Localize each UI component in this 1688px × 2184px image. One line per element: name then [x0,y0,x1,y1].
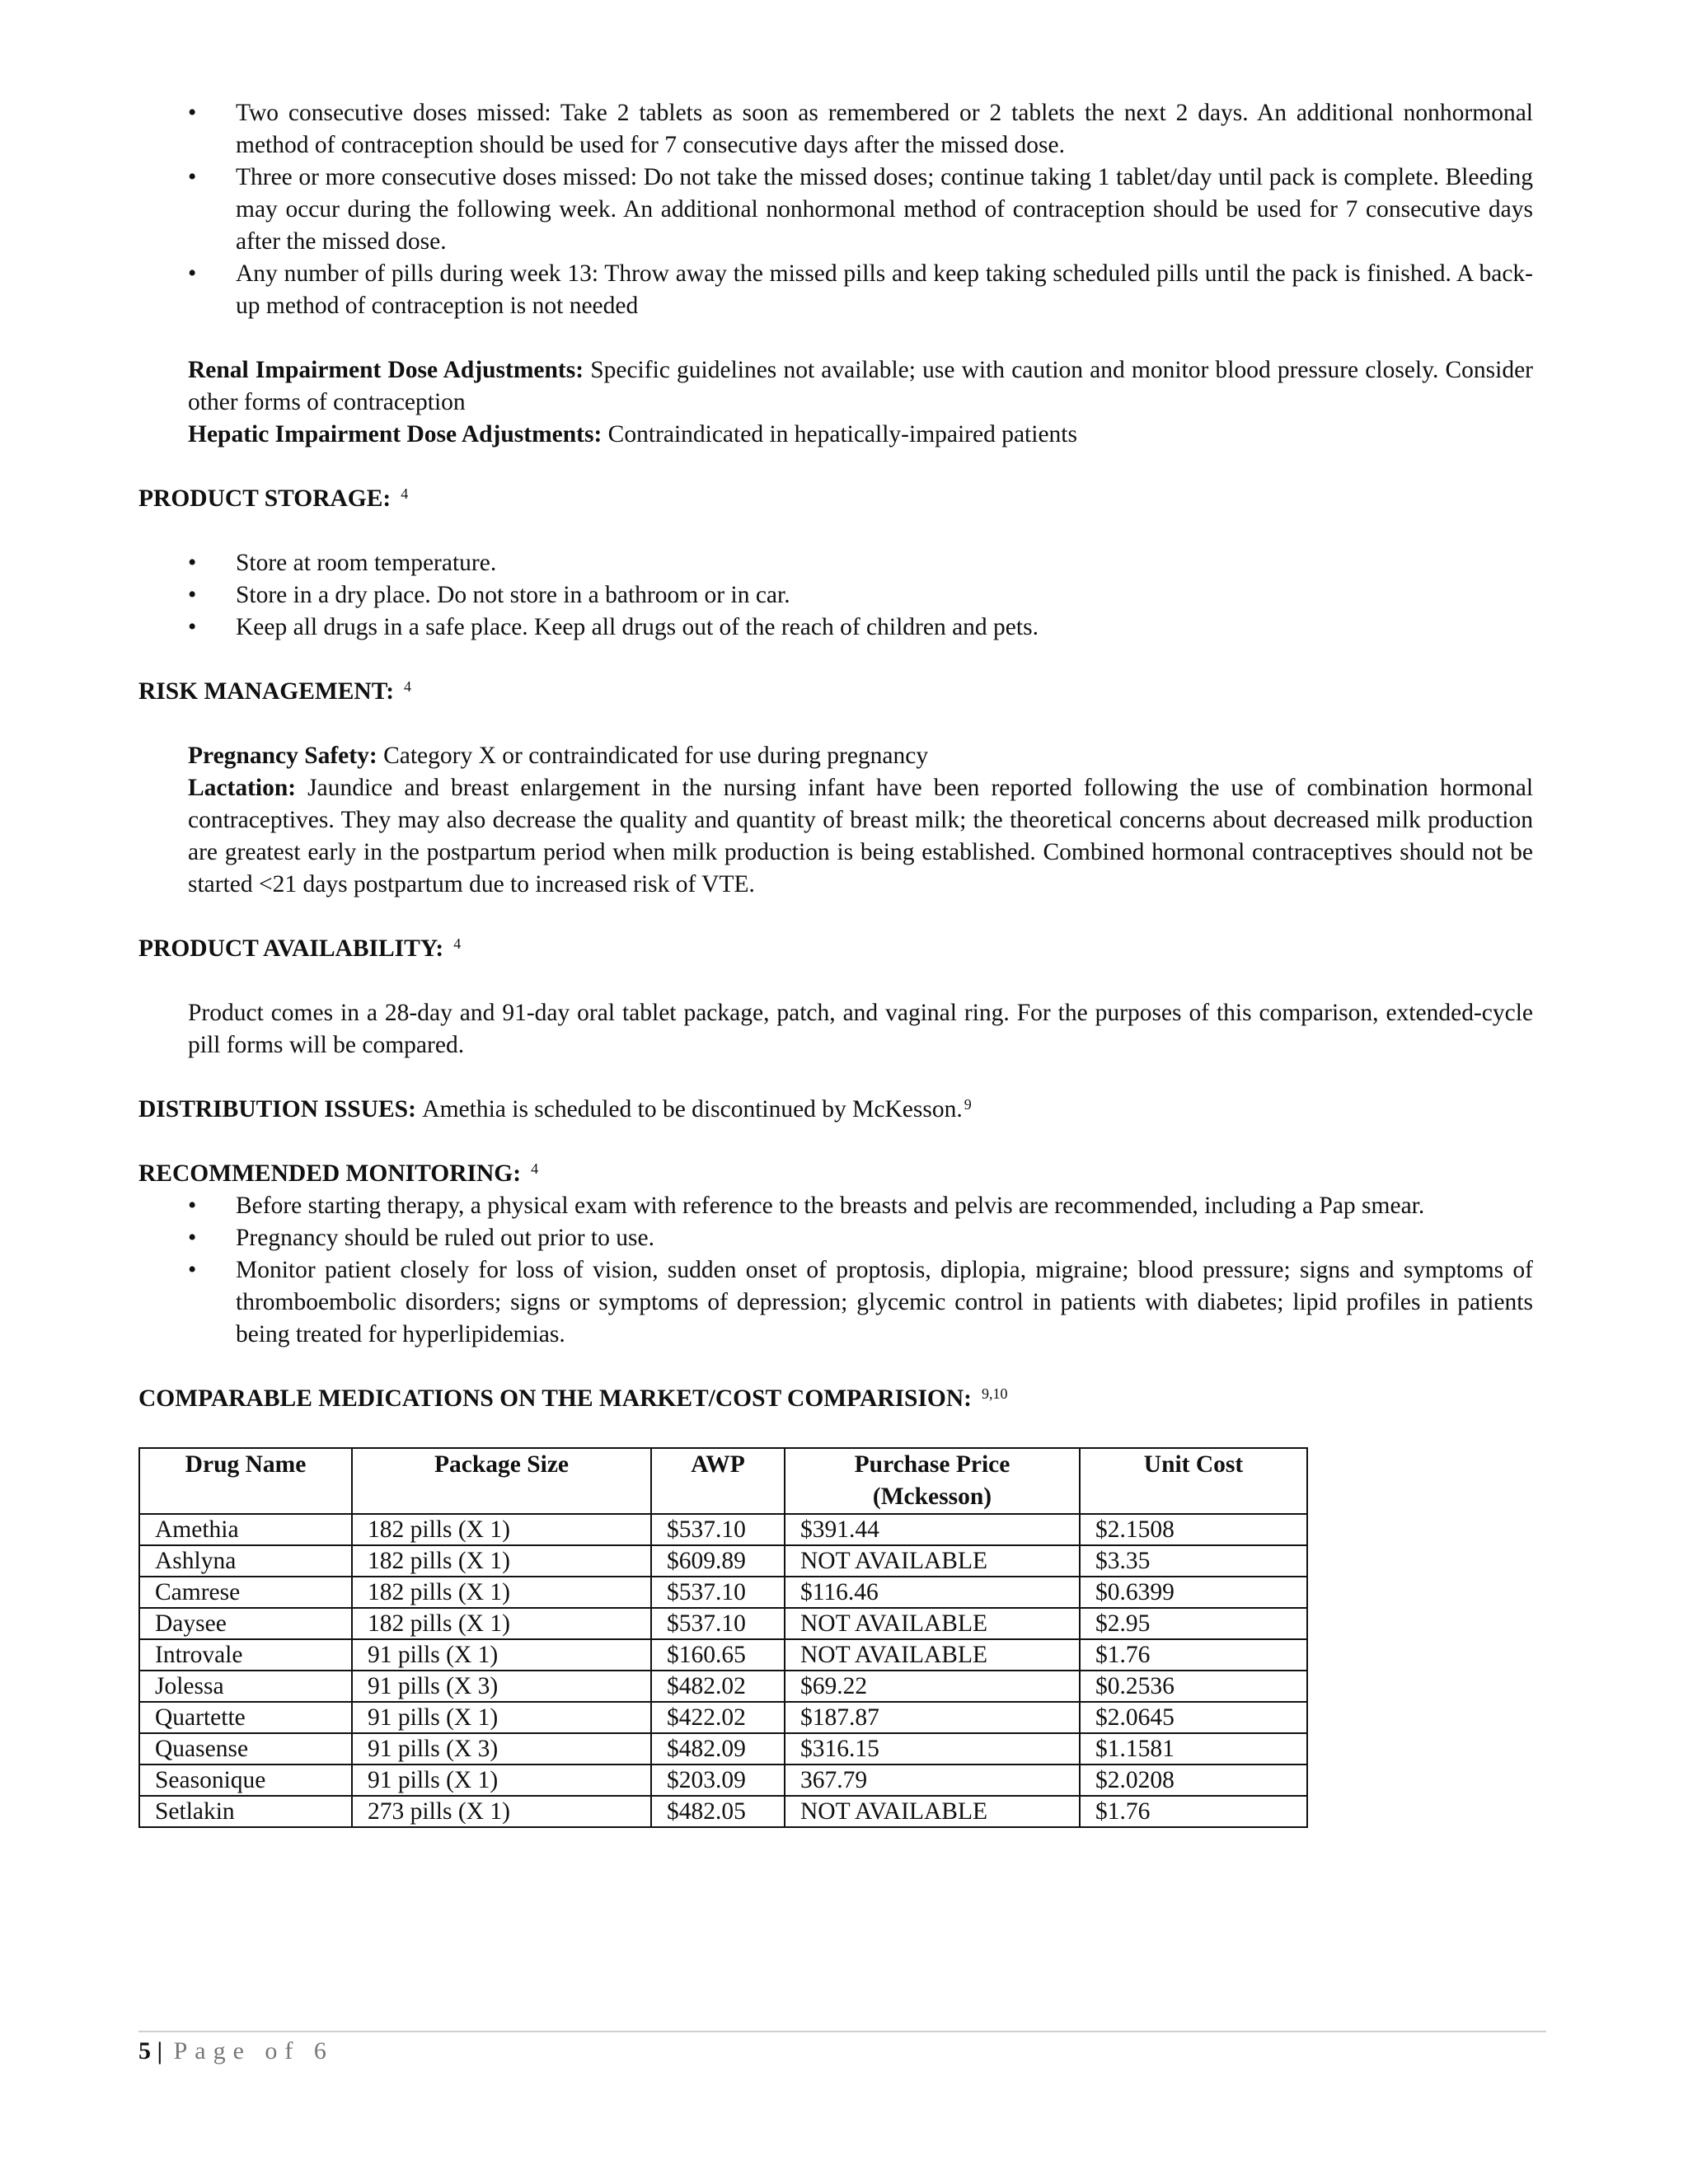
table-cell: $116.46 [785,1577,1080,1608]
pregnancy-label: Pregnancy Safety: [188,743,377,769]
table-cell: Ashlyna [139,1545,352,1577]
table-cell: $203.09 [651,1765,785,1796]
table-row [139,1796,1307,1827]
page-content [138,97,1533,1828]
list-item: • Monitor patient closely for loss of vision, sudden onset of proptosis, diplopia, migraine; blood pressure; signs and symptoms of thromboembolic disorders; signs or symptoms of depression; glycemic control in patients with diabetes; lipid profiles in patients being treated for hyperlipidemias. [236,1254,1533,1351]
table-cell: 91 pills (X 1) [352,1702,651,1733]
table-cell: $2.0208 [1080,1765,1307,1796]
risk-heading: RISK MANAGEMENT: $^4$ [138,678,412,705]
table-cell: $1.76 [1080,1796,1307,1827]
table-cell: NOT AVAILABLE [785,1639,1080,1671]
table-cell: $316.15 [785,1733,1080,1765]
table-cell: $537.10 [651,1577,785,1608]
table-row [139,1577,1307,1608]
table-cell: $422.02 [651,1702,785,1733]
table-row [139,1608,1307,1639]
table-cell: 182 pills (X 1) [352,1514,651,1545]
pregnancy-text: Category X or contraindicated for use during pregnancy [383,743,929,769]
distribution-text: Amethia is scheduled to be discontinued by McKesson. [422,1096,963,1122]
table-cell: $2.95 [1080,1608,1307,1639]
table-cell: Introvale [139,1639,352,1671]
table-cell: Quartette [139,1702,352,1733]
table-cell: $537.10 [651,1608,785,1639]
renal-label: Renal Impairment Dose Adjustments: [188,357,584,383]
lactation-label: Lactation: [188,775,297,801]
table-cell: $482.09 [651,1733,785,1765]
table-cell: $3.35 [1080,1545,1307,1577]
table-cell: $1.1581 [1080,1733,1307,1765]
lactation-paragraph [138,772,1533,901]
table-cell: $2.0645 [1080,1702,1307,1733]
page-separator: | [157,2037,163,2064]
table-body [139,1514,1307,1827]
table-row [139,1639,1307,1671]
table-cell: 91 pills (X 1) [352,1639,651,1671]
availability-ref: 4 [453,935,462,952]
table-cell: 273 pills (X 1) [352,1796,651,1827]
monitoring-list [138,1190,1533,1351]
hepatic-text: Contraindicated in hepatically-impaired patients [607,421,1077,448]
list-item: • Store at room temperature. [236,547,1533,579]
list-item: • Store in a dry place. Do not store in a bathroom or in car. [236,579,1533,612]
distribution-paragraph [138,1094,1533,1126]
table-cell: NOT AVAILABLE [785,1545,1080,1577]
list-item: • Three or more consecutive doses missed: Do not take the missed doses; continue taking 1 tablet/day until pack is complete. Bleeding may occur during the following week. An additional nonhormonal method of contraception should be used for 7 consecutive days after the missed dose. [236,162,1533,258]
comparable-heading: COMPARABLE MEDICATIONS ON THE MARKET/COST COMPARISION: $^{9,10}$ [138,1385,1008,1412]
table-row [139,1545,1307,1577]
table-cell: 367.79 [785,1765,1080,1796]
table-cell: 91 pills (X 3) [352,1671,651,1702]
table-cell: $0.6399 [1080,1577,1307,1608]
hepatic-label: Hepatic Impairment Dose Adjustments: [188,421,603,448]
table-cell: $537.10 [651,1514,785,1545]
distribution-heading: DISTRIBUTION ISSUES: [138,1096,416,1122]
monitoring-heading: RECOMMENDED MONITORING: $^4$ [138,1160,539,1187]
list-item: • Before starting therapy, a physical exam with reference to the breasts and pelvis are recommended, including a Pap smear. [236,1190,1533,1222]
table-cell: NOT AVAILABLE [785,1608,1080,1639]
table-row [139,1765,1307,1796]
table-cell: NOT AVAILABLE [785,1796,1080,1827]
table-cell: $482.05 [651,1796,785,1827]
table-cell: $2.1508 [1080,1514,1307,1545]
table-cell: 182 pills (X 1) [352,1577,651,1608]
comparable-ref: 9,10 [982,1385,1008,1402]
storage-ref: 4 [401,485,409,502]
missed-dose-list [138,97,1533,322]
table-cell: 91 pills (X 1) [352,1765,651,1796]
table-cell: Amethia [139,1514,352,1545]
renal-text: Specific guidelines not available; use with caution and monitor blood pressure closely. Consider other forms of contraception [188,357,1533,415]
distribution-ref: 9 [964,1096,972,1113]
hepatic-impairment-paragraph [138,419,1533,451]
table-cell: Camrese [139,1577,352,1608]
list-item: • Keep all drugs in a safe place. Keep all drugs out of the reach of children and pets. [236,612,1533,644]
page-number: 5 [138,2037,151,2064]
table-cell: Jolessa [139,1671,352,1702]
list-item: • Two consecutive doses missed: Take 2 tablets as soon as remembered or 2 tablets the next 2 days. An additional nonhormonal method of contraception should be used for 7 consecutive days after the missed dose. [236,97,1533,162]
availability-heading: PRODUCT AVAILABILITY: $^4$ [138,935,462,962]
table-cell: $187.87 [785,1702,1080,1733]
table-cell: $69.22 [785,1671,1080,1702]
monitoring-ref: 4 [531,1160,539,1177]
lactation-text: Jaundice and breast enlargement in the nursing infant have been reported following the use of combination hormonal contraceptives. They may also decrease the quality and quantity of breast milk; the theoretical concerns about decreased milk production are greatest early in the postpartum period when milk production is being established. Combined hormonal contraceptives should not be started <21 days postpartum due to increased risk of VTE. [188,775,1534,898]
list-item: • Any number of pills during week 13: Throw away the missed pills and keep taking scheduled pills until the pack is finished. A back-up method of contraception is not needed [236,258,1533,322]
table-cell: 91 pills (X 3) [352,1733,651,1765]
cost-comparison-table [138,1447,1308,1828]
column-header: Package Size [352,1448,651,1514]
table-cell: $609.89 [651,1545,785,1577]
table-cell: Setlakin [139,1796,352,1827]
table-cell: $160.65 [651,1639,785,1671]
table-cell: 182 pills (X 1) [352,1608,651,1639]
table-cell: 182 pills (X 1) [352,1545,651,1577]
availability-text: Product comes in a 28-day and 91-day oral tablet package, patch, and vaginal ring. For the purposes of this comparison, extended-cycle pill forms will be compared. [188,1000,1533,1058]
table-cell: $1.76 [1080,1639,1307,1671]
column-header: Purchase Price (Mckesson) [785,1448,1080,1514]
renal-impairment-paragraph [138,354,1533,419]
risk-ref: 4 [404,678,412,695]
table-cell: $391.44 [785,1514,1080,1545]
table-row [139,1733,1307,1765]
table-cell: Seasonique [139,1765,352,1796]
column-header: AWP [651,1448,785,1514]
table-cell: $482.02 [651,1671,785,1702]
list-item: • Pregnancy should be ruled out prior to use. [236,1222,1533,1254]
pregnancy-paragraph [138,740,1533,772]
page-footer [138,2037,334,2065]
table-row [139,1514,1307,1545]
table-cell: Quasense [139,1733,352,1765]
footer-divider [138,2031,1546,2032]
storage-list [138,547,1533,644]
table-cell: Daysee [139,1608,352,1639]
column-header: Unit Cost [1080,1448,1307,1514]
table-cell: $0.2536 [1080,1671,1307,1702]
table-header-row [139,1448,1307,1514]
column-header: Drug Name [139,1448,352,1514]
storage-heading: PRODUCT STORAGE: $^4$ [138,485,409,512]
table-row [139,1702,1307,1733]
page-label: Page of 6 [173,2037,334,2064]
table-row [139,1671,1307,1702]
